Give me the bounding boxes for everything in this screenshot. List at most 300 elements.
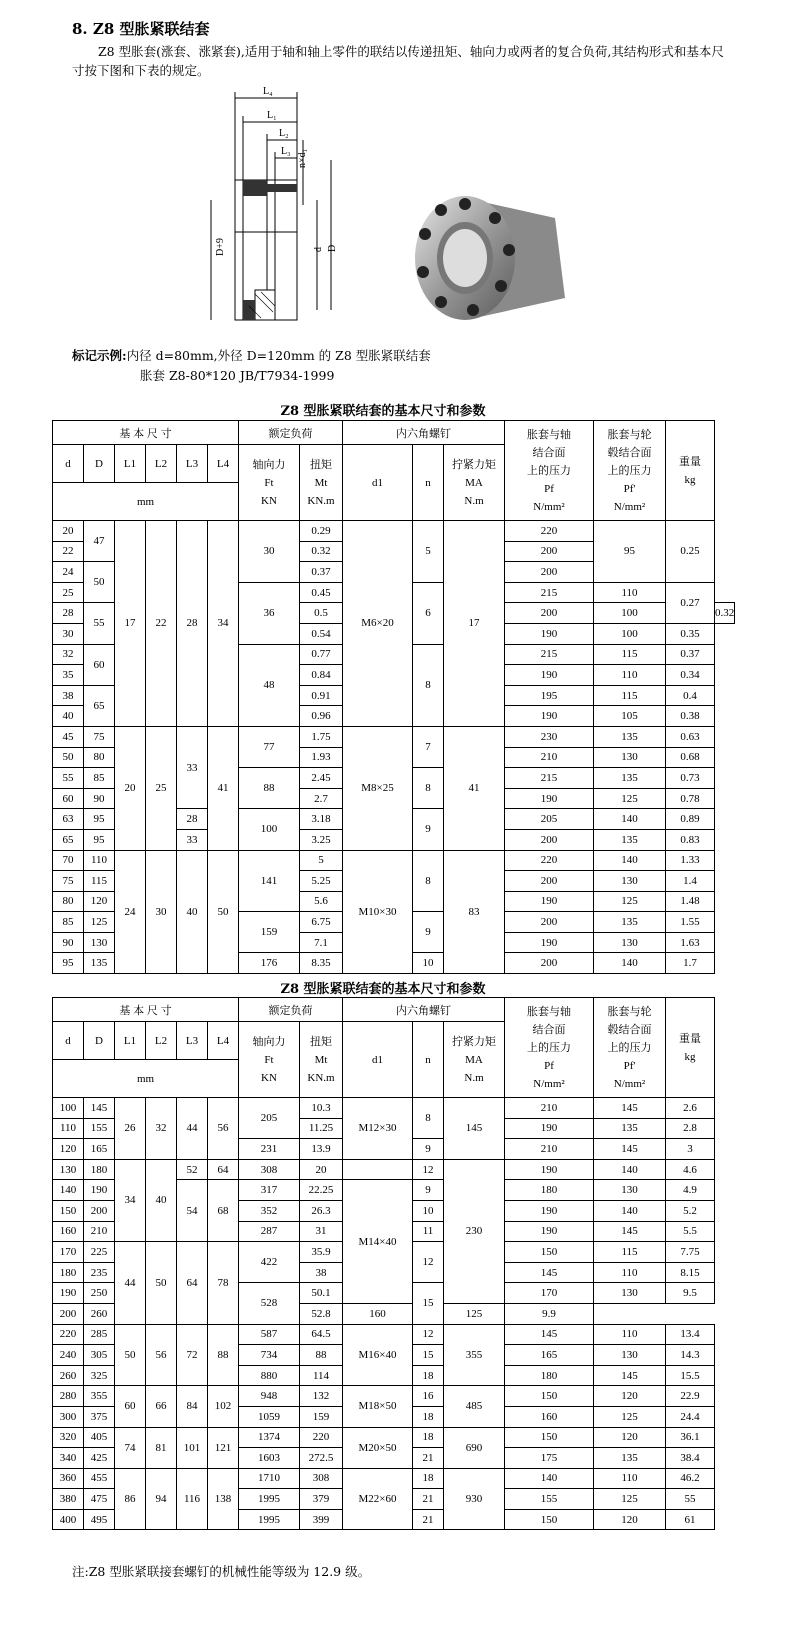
cell-d: 55 (53, 768, 84, 789)
cell-pf: 215 (505, 582, 594, 603)
cell-pf2: 145 (594, 1098, 666, 1119)
cell-pf: 160 (505, 1406, 594, 1427)
cell-d: 120 (84, 891, 115, 912)
cell-d: 65 (53, 829, 84, 850)
cell-mt: 0.5 (300, 603, 343, 624)
cell-d: 180 (84, 1159, 115, 1180)
cell-ma: 41 (444, 726, 505, 850)
cell-l4: 78 (208, 1242, 239, 1324)
cell-d: 60 (53, 788, 84, 809)
header-l4: L4 (208, 445, 239, 483)
cell-w: 0.37 (666, 644, 715, 665)
cell-l4: 138 (208, 1468, 239, 1530)
cell-d: 47 (84, 521, 115, 562)
cell-n: 18 (413, 1365, 444, 1386)
cell-n: 8 (413, 1098, 444, 1139)
cell-n: 8 (413, 768, 444, 809)
cell-pf: 150 (505, 1509, 594, 1530)
cell-pf: 190 (505, 1200, 594, 1221)
cell-pf: 190 (505, 1118, 594, 1139)
cell-d: 135 (84, 953, 115, 974)
cell-pf: 175 (505, 1448, 594, 1469)
cell-mt: 0.45 (300, 582, 343, 603)
cell-d: 160 (53, 1221, 84, 1242)
header-d: D (84, 445, 115, 483)
cell-d: 240 (53, 1345, 84, 1366)
header-ma: 拧紧力矩 MA N.m (444, 1022, 505, 1098)
cell-l1: 17 (115, 521, 146, 727)
cell-d: 75 (84, 726, 115, 747)
cell-pf2: 140 (594, 953, 666, 974)
cell-l1: 20 (115, 726, 146, 850)
intro-paragraph (72, 42, 732, 80)
cell-ft: 100 (239, 809, 300, 850)
header-basic-dims: 基 本 尺 寸 (53, 421, 239, 445)
cell-n: 9 (413, 912, 444, 953)
cell-l4: 88 (208, 1324, 239, 1386)
cell-l2: 22 (146, 521, 177, 727)
header-ma: 拧紧力矩 MA N.m (444, 445, 505, 521)
cell-pf2: 95 (594, 521, 666, 583)
cell-l3: 84 (177, 1386, 208, 1427)
cell-ft: 1710 (239, 1468, 300, 1489)
cell-d1: M10×30 (343, 850, 413, 974)
cell-pf2: 140 (594, 1200, 666, 1221)
cell-ft: 141 (239, 850, 300, 912)
header-pf2: 胀套与轮 毂结合面 上的压力 Pf' N/mm² (594, 998, 666, 1098)
cell-ma: 485 (444, 1386, 505, 1427)
cell-d: 235 (84, 1262, 115, 1283)
cell-l2: 40 (146, 1159, 177, 1241)
cell-pf: 145 (505, 1324, 594, 1345)
cell-w: 55 (666, 1489, 715, 1510)
table-row (53, 1427, 715, 1448)
cell-l1: 34 (115, 1159, 146, 1241)
cell-mt: 26.3 (300, 1200, 343, 1221)
header-d: d (53, 445, 84, 483)
cell-l2: 56 (146, 1324, 177, 1386)
label-l2: L₂ (279, 128, 289, 139)
cell-pf2: 130 (594, 747, 666, 768)
cell-n: 8 (413, 850, 444, 912)
cell-pf: 140 (505, 1468, 594, 1489)
cell-pf: 180 (505, 1180, 594, 1201)
label-dg9: D+9 (215, 238, 226, 256)
label-l1: L₁ (267, 110, 277, 121)
cell-d: 90 (53, 932, 84, 953)
cell-d: 100 (53, 1098, 84, 1119)
cell-n: 9 (413, 809, 444, 850)
cell-pf: 210 (505, 1139, 594, 1160)
cell-ft: 1995 (239, 1489, 300, 1510)
cell-pf2: 135 (594, 1448, 666, 1469)
cell-d: 475 (84, 1489, 115, 1510)
cell-pf: 190 (505, 932, 594, 953)
cell-pf2: 110 (594, 582, 666, 603)
cell-w: 5.5 (666, 1221, 715, 1242)
cell-d: 340 (53, 1448, 84, 1469)
cell-pf: 200 (505, 953, 594, 974)
cell-pf2: 145 (594, 1139, 666, 1160)
cell-d: 120 (53, 1139, 84, 1160)
cell-d: 190 (84, 1180, 115, 1201)
cell-mt: 272.5 (300, 1448, 343, 1469)
cell-l3: 101 (177, 1427, 208, 1468)
cell-mt: 8.35 (300, 953, 343, 974)
cell-mt: 2.7 (300, 788, 343, 809)
cell-pf: 200 (505, 541, 594, 562)
cell-w: 1.33 (666, 850, 715, 871)
marking-example (72, 346, 431, 386)
marking-line1: 内径 d=80mm,外径 D=120mm 的 Z8 型胀紧联结套 (126, 348, 431, 363)
cell-ft: 422 (239, 1242, 300, 1283)
cell-d: 32 (53, 644, 84, 665)
header-l1: L1 (115, 445, 146, 483)
cell-d: 140 (53, 1180, 84, 1201)
cell-d: 50 (53, 747, 84, 768)
cell-mt: 88 (300, 1345, 343, 1366)
cell-pf2: 145 (594, 1365, 666, 1386)
header-ft: 轴向力 Ft KN (239, 1022, 300, 1098)
header-l2: L2 (146, 1022, 177, 1060)
cell-d: 260 (84, 1303, 115, 1324)
table-row (53, 1159, 715, 1180)
cell-d: 355 (84, 1386, 115, 1407)
cell-pf2: 115 (594, 1242, 666, 1263)
header-rated-load: 额定负荷 (239, 998, 343, 1022)
cell-pf2: 120 (594, 1427, 666, 1448)
label-d: d (313, 247, 324, 252)
cell-ma: 145 (444, 1098, 505, 1160)
marking-line2: 胀套 Z8-80*120 JB/T7934-1999 (140, 368, 335, 383)
cell-mt: 159 (300, 1406, 343, 1427)
cell-mt: 20 (300, 1159, 343, 1180)
cell-d: 145 (84, 1098, 115, 1119)
cell-ft: 528 (239, 1283, 300, 1324)
cell-l2: 50 (146, 1242, 177, 1324)
cell-d: 325 (84, 1365, 115, 1386)
cell-d: 110 (53, 1118, 84, 1139)
table-row (53, 726, 735, 747)
cell-pf2: 135 (594, 1118, 666, 1139)
cell-pf: 230 (505, 726, 594, 747)
cell-w: 0.63 (666, 726, 715, 747)
cell-w: 13.4 (666, 1324, 715, 1345)
cell-ft: 1374 (239, 1427, 300, 1448)
cell-d: 200 (53, 1303, 84, 1324)
table-row (53, 1386, 715, 1407)
cell-pf2: 120 (594, 1386, 666, 1407)
cell-l2: 94 (146, 1468, 177, 1530)
cell-pf: 180 (505, 1365, 594, 1386)
cell-d: 455 (84, 1468, 115, 1489)
label-D: D (327, 244, 338, 252)
cell-pf2: 130 (594, 1283, 666, 1304)
header-l2: L2 (146, 445, 177, 483)
cell-pf2: 100 (594, 603, 666, 624)
cell-ft: 36 (239, 582, 300, 644)
cell-pf: 215 (505, 768, 594, 789)
cell-n: 18 (413, 1406, 444, 1427)
cell-n: 9 (413, 1180, 444, 1201)
cell-w: 0.35 (666, 623, 715, 644)
cell-d: 110 (84, 850, 115, 871)
cell-mt: 0.37 (300, 562, 343, 583)
cell-pf: 220 (505, 850, 594, 871)
cell-d1: M8×25 (343, 726, 413, 850)
cell-w: 1.48 (666, 891, 715, 912)
cell-ft: 587 (239, 1324, 300, 1345)
cell-mt: 399 (300, 1509, 343, 1530)
cell-d: 75 (53, 871, 84, 892)
cell-pf2: 130 (594, 1345, 666, 1366)
cell-d: 60 (84, 644, 115, 685)
cell-d: 50 (84, 562, 115, 603)
cell-d: 22 (53, 541, 84, 562)
cell-d: 38 (53, 685, 84, 706)
cell-l1: 24 (115, 850, 146, 974)
cell-ft: 77 (239, 726, 300, 767)
cell-pf: 200 (505, 562, 594, 583)
cell-mt: 50.1 (300, 1283, 343, 1304)
cell-d: 25 (53, 582, 84, 603)
cell-l2: 32 (146, 1098, 177, 1160)
cell-w: 1.63 (666, 932, 715, 953)
cell-d1: M14×40 (343, 1180, 413, 1304)
cell-pf2: 125 (594, 788, 666, 809)
cell-ma: 17 (444, 521, 505, 727)
cell-pf: 205 (505, 809, 594, 830)
cell-d: 55 (84, 603, 115, 644)
cell-l3: 52 (177, 1159, 208, 1180)
cell-d: 85 (84, 768, 115, 789)
cell-pf: 190 (505, 1159, 594, 1180)
cell-d: 45 (53, 726, 84, 747)
cell-pf2: 115 (594, 685, 666, 706)
header-d: d (53, 1022, 84, 1060)
cell-n: 15 (413, 1283, 444, 1324)
cell-d: 20 (53, 521, 84, 542)
cell-w: 4.6 (666, 1159, 715, 1180)
cell-d: 150 (53, 1200, 84, 1221)
header-pf: 胀套与轴 结合面 上的压力 Pf N/mm² (505, 998, 594, 1098)
cell-pf2: 125 (594, 891, 666, 912)
cell-d: 220 (53, 1324, 84, 1345)
cell-mt: 13.9 (300, 1139, 343, 1160)
cell-w: 3 (666, 1139, 715, 1160)
cell-pf2: 145 (594, 1221, 666, 1242)
cell-n: 12 (413, 1242, 444, 1283)
header-weight: 重量 kg (666, 998, 715, 1098)
cell-ma: 355 (444, 1324, 505, 1386)
header-mm: mm (53, 1060, 239, 1098)
header-ft: 轴向力 Ft KN (239, 445, 300, 521)
cell-pf2: 130 (594, 871, 666, 892)
footnote: 注:Z8 型胀紧联接套螺钉的机械性能等级为 12.9 级。 (72, 1564, 371, 1579)
cell-mt: 0.32 (300, 541, 343, 562)
cell-pf: 155 (505, 1489, 594, 1510)
cell-l4: 34 (208, 521, 239, 727)
cell-d: 405 (84, 1427, 115, 1448)
cell-mt: 7.1 (300, 932, 343, 953)
cell-d: 170 (53, 1242, 84, 1263)
cell-l2: 66 (146, 1386, 177, 1427)
cell-w: 8.15 (666, 1262, 715, 1283)
cell-pf: 165 (505, 1345, 594, 1366)
header-l3: L3 (177, 1022, 208, 1060)
cell-pf: 210 (505, 1098, 594, 1119)
cell-d: 155 (84, 1118, 115, 1139)
cell-pf: 210 (505, 747, 594, 768)
intro-text: Z8 型胀套(涨套、涨紧套),适用于轴和轴上零件的联结以传递扭矩、轴向力或两者的复合负荷,其结构形式和基本尺寸按下图和下表的规定。 (72, 44, 724, 78)
cell-w: 5.2 (666, 1200, 715, 1221)
cell-l3: 116 (177, 1468, 208, 1530)
cell-pf2: 135 (594, 726, 666, 747)
cell-d: 285 (84, 1324, 115, 1345)
cell-l4: 56 (208, 1098, 239, 1160)
cell-d: 80 (53, 891, 84, 912)
cell-mt: 52.8 (300, 1303, 343, 1324)
cell-ma: 83 (444, 850, 505, 974)
cell-l2: 25 (146, 726, 177, 850)
cell-w: 4.9 (666, 1180, 715, 1201)
cell-pf: 200 (505, 829, 594, 850)
cell-pf: 190 (505, 623, 594, 644)
cell-pf2: 140 (594, 809, 666, 830)
cell-n: 8 (413, 644, 444, 726)
cell-d: 85 (53, 912, 84, 933)
cell-w: 1.7 (666, 953, 715, 974)
cell-pf2: 110 (594, 665, 666, 686)
cell-l1: 50 (115, 1324, 146, 1386)
cell-d: 115 (84, 871, 115, 892)
cell-mt: 2.45 (300, 768, 343, 789)
cell-n: 12 (413, 1159, 444, 1180)
cell-d: 225 (84, 1242, 115, 1263)
spec-table-2 (52, 997, 715, 1530)
cell-ft: 88 (239, 768, 300, 809)
header-d: D (84, 1022, 115, 1060)
cell-mt: 0.29 (300, 521, 343, 542)
cell-mt: 114 (300, 1365, 343, 1386)
cell-mt: 1.75 (300, 726, 343, 747)
spec-table-1 (52, 420, 735, 974)
header-n: n (413, 1022, 444, 1098)
cell-ft: 308 (239, 1159, 300, 1180)
cell-n: 21 (413, 1509, 444, 1530)
cell-l1: 26 (115, 1098, 146, 1160)
cell-l1: 74 (115, 1427, 146, 1468)
cell-d1: M22×60 (343, 1468, 413, 1530)
cell-ft: 948 (239, 1386, 300, 1407)
cell-ma: 230 (444, 1159, 505, 1303)
cell-n: 9 (413, 1139, 444, 1160)
cell-l4: 50 (208, 850, 239, 974)
cell-d: 210 (84, 1221, 115, 1242)
table1-title: Z8 型胀紧联结套的基本尺寸和参数 (280, 404, 486, 419)
cell-w: 36.1 (666, 1427, 715, 1448)
cell-d: 200 (84, 1200, 115, 1221)
cell-w: 0.78 (666, 788, 715, 809)
cell-l3: 33 (177, 829, 208, 850)
cell-pf2: 100 (594, 623, 666, 644)
cell-pf: 190 (505, 891, 594, 912)
cell-d: 28 (53, 603, 84, 624)
cell-d: 70 (53, 850, 84, 871)
cell-w: 7.75 (666, 1242, 715, 1263)
cell-mt: 1.93 (300, 747, 343, 768)
cell-mt: 64.5 (300, 1324, 343, 1345)
cell-l1: 86 (115, 1468, 146, 1530)
header-l3: L3 (177, 445, 208, 483)
table-row (53, 1324, 715, 1345)
cell-d1: M16×40 (343, 1324, 413, 1386)
cell-pf: 190 (505, 788, 594, 809)
cell-l3: 33 (177, 726, 208, 808)
cell-mt: 0.54 (300, 623, 343, 644)
cell-pf2: 130 (594, 932, 666, 953)
label-nd1: n×d₁ (297, 148, 308, 168)
cell-l3: 40 (177, 850, 208, 974)
table-row (53, 1098, 715, 1119)
cell-n: 6 (413, 582, 444, 644)
cell-w: 0.25 (666, 521, 715, 583)
header-mm: mm (53, 483, 239, 521)
cell-w: 0.89 (666, 809, 715, 830)
section-heading: 8. Z8 型胀紧联结套 (72, 20, 210, 38)
cell-d: 260 (53, 1365, 84, 1386)
cell-w: 0.68 (666, 747, 715, 768)
cell-n: 15 (413, 1345, 444, 1366)
cell-pf: 150 (505, 1386, 594, 1407)
cell-mt: 5.25 (300, 871, 343, 892)
cell-pf: 190 (505, 706, 594, 727)
cell-mt: 5 (300, 850, 343, 871)
table-row (53, 1468, 715, 1489)
cell-mt: 220 (300, 1427, 343, 1448)
cell-n: 7 (413, 726, 444, 767)
cell-mt: 132 (300, 1386, 343, 1407)
cell-d1: M6×20 (343, 521, 413, 727)
cell-mt: 38 (300, 1262, 343, 1283)
cell-w: 0.32 (715, 603, 735, 624)
cell-l2: 30 (146, 850, 177, 974)
cell-d: 80 (84, 747, 115, 768)
header-pf: 胀套与轴 结合面 上的压力 Pf N/mm² (505, 421, 594, 521)
cell-mt: 31 (300, 1221, 343, 1242)
cell-l1: 44 (115, 1242, 146, 1324)
cell-mt: 3.18 (300, 809, 343, 830)
cell-d: 165 (84, 1139, 115, 1160)
cell-l4: 102 (208, 1386, 239, 1427)
cell-d: 40 (53, 706, 84, 727)
header-screw: 内六角螺钉 (343, 421, 505, 445)
cell-w: 0.34 (666, 665, 715, 686)
cell-n: 5 (413, 521, 444, 583)
cell-d: 95 (53, 953, 84, 974)
cell-pf: 200 (505, 603, 594, 624)
cell-pf: 150 (505, 1427, 594, 1448)
cell-pf2: 110 (594, 1468, 666, 1489)
header-weight: 重量 kg (666, 421, 715, 521)
cell-d: 65 (84, 685, 115, 726)
cross-section-drawing (205, 80, 365, 342)
cell-l3: 28 (177, 521, 208, 727)
cell-d: 360 (53, 1468, 84, 1489)
cell-n: 10 (413, 1200, 444, 1221)
cell-n: 11 (413, 1221, 444, 1242)
cell-d: 95 (84, 809, 115, 830)
